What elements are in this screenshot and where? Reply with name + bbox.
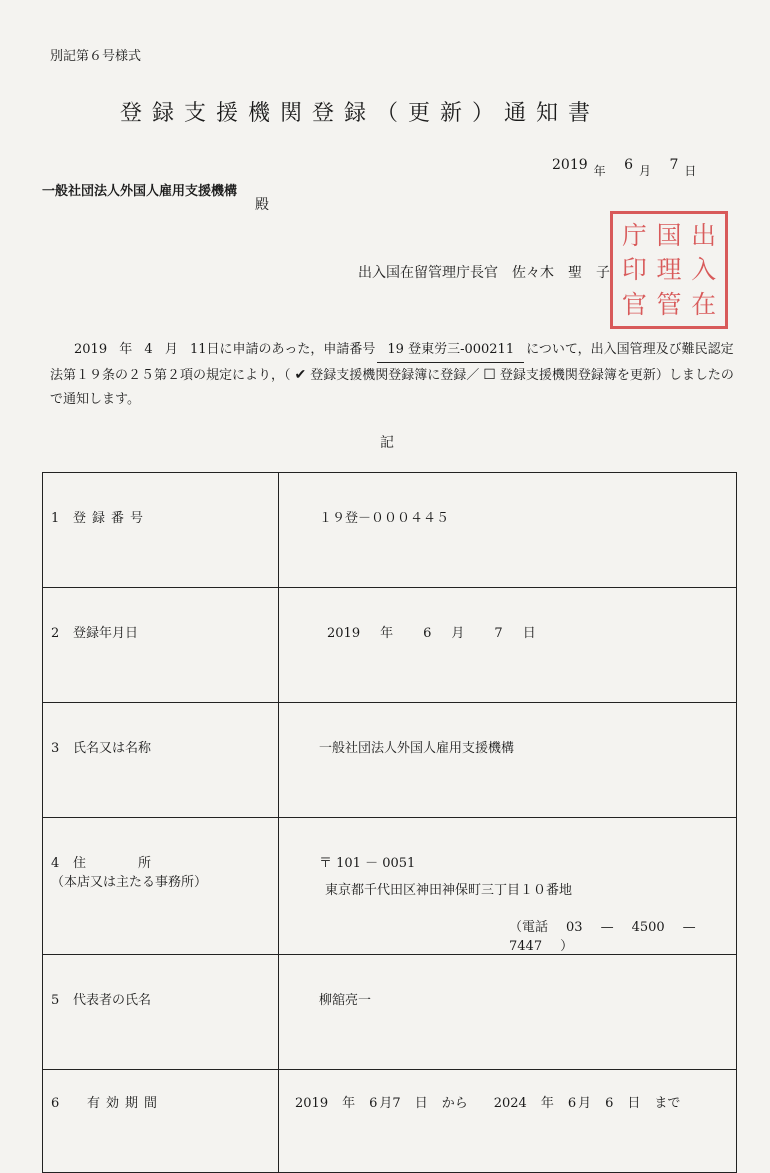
period-unit: 年 <box>540 1096 554 1111</box>
issue-year: 2019 <box>552 157 588 173</box>
representative-name: 柳舘亮一 <box>279 955 737 1070</box>
telephone <box>509 916 736 954</box>
document-title: 登録支援機関登録（更新）通知書 <box>120 101 601 126</box>
row-number: 4 <box>51 856 60 871</box>
issue-month-unit: 月 <box>639 164 652 178</box>
table-row <box>43 473 737 588</box>
validity-period <box>279 1070 737 1173</box>
label-text: 氏名又は名称 <box>73 741 152 756</box>
period-start-year: 2019 <box>295 1096 329 1111</box>
seal-char: 管 <box>656 290 682 320</box>
issue-date <box>552 156 710 178</box>
seal-char: 印 <box>621 255 647 285</box>
label-text: 住 所 <box>73 856 152 871</box>
row-number: 3 <box>51 741 60 756</box>
body-text-2: について，出入国管理及び難民認定法第１９条の２５第２項の規定により，（ <box>50 342 734 383</box>
row-label <box>43 703 279 818</box>
period-end-month: 6 <box>567 1096 577 1111</box>
period-unit: 日 <box>414 1096 428 1111</box>
row-number: 1 <box>51 511 60 526</box>
reg-day: 7 <box>494 626 503 641</box>
issue-day-unit: 日 <box>684 164 697 178</box>
table-row <box>43 703 737 818</box>
registration-number: １９登－０００４４５ <box>279 473 737 588</box>
period-start-day: 7 <box>392 1096 401 1111</box>
tel-area: 03 <box>566 920 583 935</box>
table-row <box>43 955 737 1070</box>
ki-heading: 記 <box>380 435 394 451</box>
application-number: 19 登東労三-000211 <box>377 338 524 363</box>
tel-line: 7447 <box>509 939 543 954</box>
issue-month: 6 <box>624 157 634 173</box>
reg-day-unit: 日 <box>522 626 536 641</box>
official-seal-icon <box>610 211 728 329</box>
issue-day: 7 <box>669 157 679 173</box>
addressee-honorific: 殿 <box>255 197 269 213</box>
postal-code: 〒 101 － 0051 <box>319 856 416 871</box>
body-year: 2019 <box>74 342 108 357</box>
registration-table <box>42 472 737 1173</box>
row-label <box>43 473 279 588</box>
reg-year-unit: 年 <box>380 626 394 641</box>
label-subtext: （本店又は主たる事務所） <box>51 875 208 890</box>
body-day: 11 <box>189 342 207 357</box>
body-year-unit: 年 <box>119 342 133 357</box>
row-label <box>43 588 279 703</box>
label-text: 登録番号 <box>73 511 150 526</box>
table-row <box>43 818 737 955</box>
tel-exchange: 4500 <box>631 920 665 935</box>
period-unit: 月 <box>379 1096 393 1111</box>
row-number: 6 <box>51 1096 60 1111</box>
issue-year-unit: 年 <box>593 164 606 178</box>
checkbox-renew: ☐ <box>483 367 496 383</box>
period-unit: 年 <box>342 1096 356 1111</box>
reg-month: 6 <box>423 626 432 641</box>
period-end-day: 6 <box>605 1096 614 1111</box>
issuer-name: 出入国在留管理庁長官 佐々木 聖 子 <box>358 265 610 281</box>
option-register: 登録支援機関登録簿に登録／ <box>310 368 480 383</box>
tel-open: （電話 <box>509 920 549 935</box>
body-text-1: 日に申請のあった，申請番号 <box>206 342 376 357</box>
address-line: 東京都千代田区神田神保町三丁目１０番地 <box>325 883 573 898</box>
option-renew: 登録支援機関登録簿を更新）しましたので通知します。 <box>50 368 734 407</box>
label-text: 有効期間 <box>87 1096 164 1111</box>
period-unit: 月 <box>578 1096 592 1111</box>
seal-char: 官 <box>621 290 647 320</box>
row-label <box>43 818 279 955</box>
row-number: 2 <box>51 626 60 641</box>
tel-dash: — <box>682 920 696 935</box>
reg-month-unit: 月 <box>451 626 465 641</box>
address-cell <box>279 818 737 955</box>
row-label <box>43 1070 279 1173</box>
reg-year: 2019 <box>327 626 361 641</box>
seal-char: 在 <box>691 290 717 320</box>
addressee-name: 一般社団法人外国人雇用支援機構 <box>42 184 238 199</box>
seal-char: 理 <box>656 255 682 285</box>
label-text: 登録年月日 <box>73 626 139 641</box>
row-number: 5 <box>51 993 60 1008</box>
period-end-year: 2024 <box>493 1096 527 1111</box>
seal-char: 庁 <box>621 220 647 250</box>
registration-date <box>279 588 737 703</box>
period-to: まで <box>654 1096 681 1111</box>
tel-close: ） <box>560 939 574 954</box>
seal-char: 入 <box>691 255 717 285</box>
checkbox-register: ✔ <box>294 367 307 383</box>
period-start-month: 6 <box>369 1096 378 1111</box>
period-unit: 日 <box>627 1096 641 1111</box>
table-row <box>43 588 737 703</box>
seal-char: 国 <box>656 220 682 250</box>
tel-dash: — <box>600 920 614 935</box>
label-text: 代表者の氏名 <box>73 993 152 1008</box>
body-month-unit: 月 <box>164 342 178 357</box>
seal-char: 出 <box>691 220 717 250</box>
entity-name: 一般社団法人外国人雇用支援機構 <box>279 703 737 818</box>
row-label <box>43 955 279 1070</box>
notice-body <box>50 338 740 412</box>
table-row <box>43 1070 737 1173</box>
form-number: 別記第６号様式 <box>50 49 142 64</box>
period-from: から <box>441 1096 468 1111</box>
body-month: 4 <box>144 342 153 357</box>
